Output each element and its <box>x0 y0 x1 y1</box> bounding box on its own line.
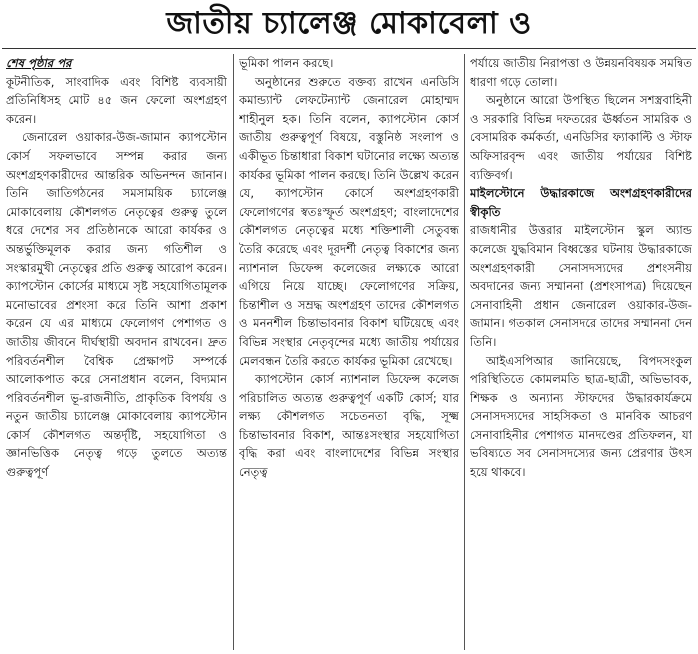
paragraph: কূটনীতিক, সাংবাদিক এবং বিশিষ্ট ব্যবসায়ী প্রতিনিধিসহ মোট ৪৫ জন ফেলো অংশগ্রহণ করেন। <box>6 74 227 126</box>
paragraph: ক্যাপস্টোন কোর্স ন্যাশনাল ডিফেন্স কলেজ পরিচালিত অত্যন্ত গুরুত্বপূর্ণ একটি কোর্স; যার লক্ষ্য কৌশলগত সচেতনতা বৃদ্ধি, সূক্ষ্ম চিন্তাভাবনার বিকাশ, আন্তঃসংস্থার সহযোগিতা বৃদ্ধি করা এবং বাংলাদেশের বিভিন্ন সংস্থার নেতৃত্ব <box>239 372 459 480</box>
subheading: মাইলস্টোনে উদ্ধারকাজে অংশগ্রহণকারীদের স্বীকৃতি <box>470 186 692 219</box>
headline-rule <box>2 48 696 49</box>
continued-from-label: শেষ পৃষ্ঠার পর <box>6 56 72 70</box>
column-divider <box>233 54 234 650</box>
paragraph: রাজধানীর উত্তরার মাইলস্টোন স্কুল অ্যান্ড কলেজে যুদ্ধবিমান বিধ্বস্তের ঘটনায় উদ্ধারকাজে অংশগ্রহণকারী সেনাসদস্যদের প্রশংসনীয় অবদানের জন্য সম্মাননা (প্রশংসাপত্র) দিয়েছেন সেনাবাহিনী প্রধান জেনারেল ওয়াকার-উজ-জামান। গতকাল সেনাসদরে তাদের সম্মাননা দেন তিনি। <box>470 223 692 349</box>
paragraph: অনুষ্ঠানে আরো উপস্থিত ছিলেন সশস্ত্রবাহিনী ও সরকারি বিভিন্ন দফতরের ঊর্ধ্বতন সামরিক ও বেসামরিক কর্মকর্তা, এনডিসির ফ্যাকাল্টি ও স্টাফ অফিসারবৃন্দ এবং জাতীয় পর্যায়ের বিশিষ্ট ব্যক্তিবর্গ। <box>470 93 692 182</box>
column-2 <box>239 54 459 652</box>
paragraph: অনুষ্ঠানের শুরুতে বক্তব্য রাখেন এনডিসি কমান্ড্যান্ট লেফটেন্যান্ট জেনারেল মোহাম্মদ শাহীনুল হক। তিনি বলেন, ক্যাপস্টোন কোর্স জাতীয় গুরুত্বপূর্ণ বিষয়ে, বস্তুনিষ্ঠ সংলাপ ও একীভূত চিন্তাধারা বিকাশ ঘটানোর লক্ষ্যে অত্যন্ত কার্যকর ভূমিকা পালন করছে। তিনি উল্লেখ করেন যে, ক্যাপস্টোন কোর্সে অংশগ্রহণকারী ফেলোগণের স্বতঃস্ফূর্ত অংশগ্রহণ; বাংলাদেশের কৌশলগত নেতৃত্বের মধ্যে শক্তিশালী সেতুবন্ধ তৈরি করেছে এবং দূরদর্শী নেতৃত্ব বিকাশের জন্য ন্যাশনাল ডিফেন্স কলেজের লক্ষ্যকে আরো এগিয়ে নিয়ে যাচ্ছে। ফেলোগণের সক্রিয়, চিন্তাশীল ও সম্রদ্ধ অংশগ্রহণ তাদের কৌশলগত ও মননশীল চিন্তাভাবনার বিকাশ ঘটিয়েছে এবং বিভিন্ন সংস্থার নেতৃবৃন্দের মধ্যে জাতীয় পর্যায়ের মেলবন্ধন তৈরি করতে কার্যকর ভূমিকা রেখেছে। <box>239 74 459 368</box>
column-3 <box>470 54 692 652</box>
paragraph: পর্যায়ে জাতীয় নিরাপত্তা ও উন্নয়নবিষয়ক সমন্বিত ধারণা গড়ে তোলা। <box>470 56 692 89</box>
headline: জাতীয় চ্যালেঞ্জ মোকাবেলা ও <box>166 6 532 41</box>
column-1 <box>6 54 227 652</box>
paragraph: আইএসপিআর জানিয়েছে, বিপদসংকুল পরিস্থিতিতে কোমলমতি ছাত্র-ছাত্রী, অভিভাবক, শিক্ষক ও অন্যান্য স্টাফদের উদ্ধারকার্যক্রমে সেনাসদস্যদের সাহসিকতা ও মানবিক আচরণ সেনাবাহিনীর পেশাগত মানদণ্ডের প্রতিফলন, যা ভবিষ্যতে সব সেনাসদস্যের জন্য প্রেরণার উৎস হয়ে থাকবে। <box>470 353 692 480</box>
column-divider <box>464 54 465 650</box>
paragraph: ভূমিকা পালন করছে। <box>239 56 334 70</box>
paragraph: জেনারেল ওয়াকার-উজ-জামান ক্যাপস্টোন কোর্স সফলভাবে সম্পন্ন করার জন্য অংশগ্রহণকারীদের আন্তরিক অভিনন্দন জানান। তিনি জাতিগঠনের সমসাময়িক চ্যালেঞ্জ মোকাবেলায় কৌশলগত নেতৃত্বের গুরুত্ব তুলে ধরে দেশের সব প্রতিষ্ঠানকে আরো কার্যকর ও অন্তর্ভুক্তিমূলক করার জন্য গতিশীল ও সংস্কারমুখী নেতৃত্বের প্রতি গুরুত্ব আরোপ করেন। ক্যাপস্টোন কোর্সের মাধ্যমে সৃষ্ট সহযোগিতামূলক মনোভাবের প্রশংসা করে তিনি আশা প্রকাশ করেন যে এর মাধ্যমে ফেলোগণ পেশাগত ও জাতীয় জীবনে দীর্ঘস্থায়ী অবদান রাখবেন। দ্রুত পরিবর্তনশীল বৈশ্বিক প্রেক্ষাপট সম্পর্কে আলোকপাত করে সেনাপ্রধান বলেন, বিদ্যমান পরিবর্তনশীল ভূ-রাজনীতি, প্রাকৃতিক বিপর্যয় ও নতুন জাতীয় চ্যালেঞ্জ মোকাবেলায় ক্যাপস্টোন কোর্স কৌশলগত অন্তর্দৃষ্টি, সহযোগিতা ও জ্ঞানভিত্তিক নেতৃত্ব গড়ে তুলতে অত্যন্ত গুরুত্বপূর্ণ <box>6 130 227 480</box>
